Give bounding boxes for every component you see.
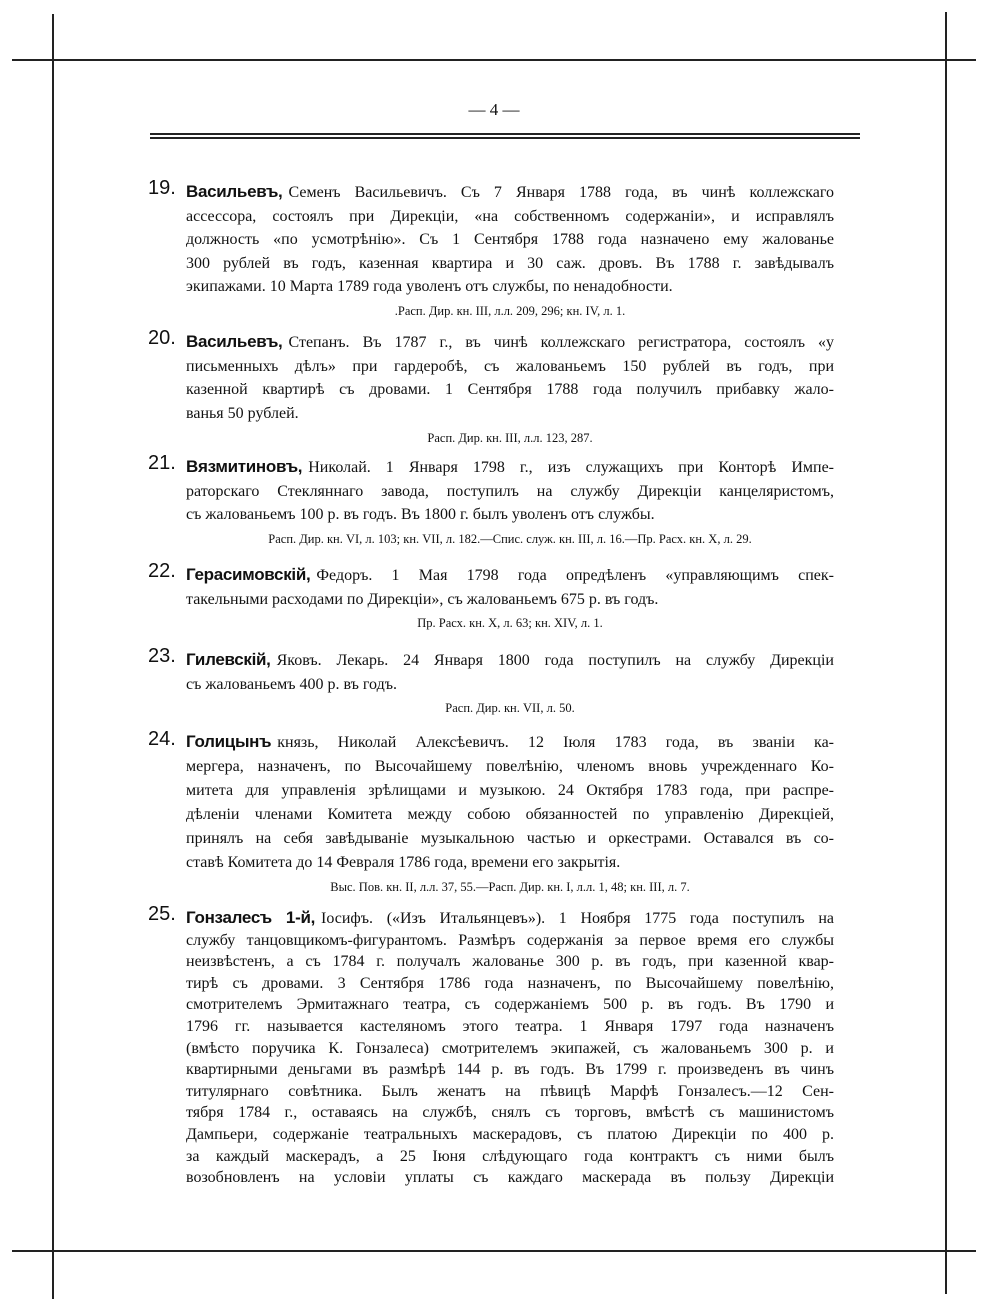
- entry-line: тирѣ съ дровами. 3 Сентября 1786 года назначенъ, по Высочайшему повелѣнію,: [186, 974, 834, 992]
- entry-citation: Расп. Дир. кн. VI, л. 103; кн. VII, л. 182.—Спис. служ. кн. III, л. 16.—Пр. Расх. кн. X, л. 29.: [268, 531, 752, 546]
- entry-line: службу танцовщикомъ-фигурантомъ. Размѣръ содержанія за первое время его службы: [186, 931, 834, 949]
- entry-line: раторскаго Стекляннаго завода, поступилъ на службу Дирекціи канцеляристомъ,: [186, 482, 834, 500]
- frame-right-rule: [945, 12, 947, 1294]
- entry-line: должность «по усмотрѣнію». Съ 1 Сентября 1788 года назначено ему жалованье: [186, 231, 834, 248]
- frame-left-rule: [52, 14, 54, 1299]
- entry-number: 20.: [148, 327, 176, 349]
- entry-number: 22.: [148, 560, 176, 582]
- entry-line: ставѣ Комитета до 14 Февраля 1786 года, времени его закрытія.: [186, 854, 621, 871]
- entry-line: (вмѣсто поручика К. Гонзалеса) смотрителемъ экипажей, съ жалованьемъ 300 р. и: [186, 1039, 834, 1057]
- entry-number: 19.: [148, 177, 176, 199]
- entry-22: [148, 560, 838, 631]
- entry-line: Дампьери, содержаніе театральныхъ маскерадовъ, съ платою Дирекціи по 400 р.: [186, 1125, 834, 1143]
- entry-number: 25.: [148, 903, 176, 925]
- entry-line: съ жалованьемъ 100 р. въ годъ. Въ 1800 г. былъ уволенъ отъ службы.: [186, 506, 655, 523]
- entry-line: письменныхъ дѣлъ» при гардеробѣ, съ жалованьемъ 150 рублей въ годъ, при: [186, 357, 834, 375]
- entry-line: возобновленъ на условіи уплаты съ каждаго маскерада въ пользу Дирекціи: [186, 1169, 834, 1187]
- entry-line: [148, 560, 834, 588]
- entry-line: мергера, назначенъ, по Высочайшему повелѣнію, членомъ вновь учрежденнаго Ко-: [186, 758, 834, 775]
- entry-name: Гонзалесъ 1-й,: [186, 908, 316, 927]
- entry-line: дѣленіи членами Комитета между собою обязанностей по управленію Дирекціей,: [186, 806, 834, 823]
- entry-name: Герасимовскій,: [186, 565, 311, 584]
- entry-line: [148, 452, 834, 480]
- header-double-rule-bottom: [150, 137, 860, 139]
- entry-name: Васильевъ,: [186, 182, 283, 201]
- entry-text: князь, Николай Алексѣевичъ. 12 Іюля 1783 года, въ званіи ка-: [277, 734, 834, 751]
- entry-number: 24.: [148, 728, 176, 750]
- entry-line: ассессора, состоялъ при Дирекціи, «на собственномъ содержаніи», и исправлялъ: [186, 207, 834, 225]
- entry-line: 300 рублей въ годъ, казенная квартира и 30 саж. дровъ. Въ 1788 г. завѣдывалъ: [186, 254, 834, 272]
- entry-citation: .Расп. Дир. кн. III, л.л. 209, 296; кн. IV, л. 1.: [394, 303, 626, 318]
- entry-citation: Расп. Дир. кн. VII, л. 50.: [445, 701, 575, 715]
- entry-name: Васильевъ,: [186, 332, 283, 351]
- entry-21: [148, 452, 838, 547]
- header-double-rule-top: [150, 133, 860, 135]
- entry-line: 1796 гг. называется кастеляномъ этого театра. 1 Января 1797 года назначенъ: [186, 1017, 834, 1035]
- entry-line: за каждый маскерадъ, а 25 Іюня слѣдующаго года контрактъ съ ними былъ: [186, 1147, 834, 1165]
- entry-line: [148, 728, 834, 755]
- entry-line: принялъ на себя завѣдываніе музыкальною частью и оркестрами. Оставался въ со-: [186, 830, 834, 847]
- entry-line: [148, 177, 834, 205]
- entry-text: Іосифъ. («Изъ Итальянцевъ»). 1 Ноября 1775 года поступилъ на: [321, 910, 834, 927]
- entry-line: митета для управленія зрѣлищами и музыкою. 24 Октября 1783 года, при распре-: [186, 782, 834, 799]
- entry-20: [148, 327, 838, 446]
- entry-text: Николай. 1 Января 1798 г., изъ служащихъ при Конторѣ Импе-: [308, 459, 834, 476]
- entry-number: 21.: [148, 452, 176, 474]
- entry-line: такельными расходами по Дирекціи», съ жалованьемъ 675 р. въ годъ.: [186, 590, 659, 608]
- entry-line: неизвѣстенъ, а съ 1784 г. получалъ жалованье 300 р. въ годъ, при казенной квар-: [186, 953, 834, 971]
- entry-text: Яковъ. Лекарь. 24 Января 1800 года поступилъ на службу Дирекціи: [276, 652, 834, 669]
- entry-name: Вязмитиновъ,: [186, 457, 303, 476]
- entry-line: смотрителемъ Эрмитажнаго театра, съ содержаніемъ 500 р. въ годъ. Въ 1790 и: [186, 996, 834, 1014]
- frame-top-rule: [12, 59, 976, 61]
- entry-line: квартирными деньгами въ размѣрѣ 144 р. въ годъ. Въ 1799 г. произведенъ въ чинъ: [186, 1061, 834, 1079]
- entry-19: [148, 177, 838, 319]
- entry-text: Семенъ Васильевичъ. Съ 7 Января 1788 года, въ чинѣ коллежскаго: [288, 184, 834, 201]
- entry-line: тября 1784 г., оставаясь на службѣ, снялъ съ торговъ, вмѣстѣ съ машинистомъ: [186, 1104, 834, 1122]
- entry-citation: Выс. Пов. кн. II, л.л. 37, 55.—Расп. Дир. кн. I, л.л. 1, 48; кн. III, л. 7.: [330, 880, 690, 894]
- entry-text: Степанъ. Въ 1787 г., въ чинѣ коллежскаго регистратора, состоялъ «у: [288, 334, 834, 351]
- entry-line: титулярнаго совѣтника. Былъ женатъ на пѣвицѣ Марфѣ Гонзалесъ.—12 Сен-: [186, 1082, 834, 1100]
- entry-line: [148, 327, 834, 355]
- entry-text: Федоръ. 1 Мая 1798 года опредѣленъ «управляющимъ спек-: [316, 567, 834, 584]
- entry-citation: Расп. Дир. кн. III, л.л. 123, 287.: [427, 430, 593, 445]
- entry-number: 23.: [148, 645, 176, 667]
- frame-bottom-rule: [12, 1250, 976, 1252]
- entry-line: экипажами. 10 Марта 1789 года уволенъ отъ службы, по ненадобности.: [186, 278, 673, 295]
- entry-line: [148, 645, 834, 673]
- entry-line: казенной квартирѣ съ дровами. 1 Сентября 1788 года получилъ прибавку жало-: [186, 381, 834, 399]
- entry-citation: Пр. Расх. кн. X, л. 63; кн. XIV, л. 1.: [417, 616, 603, 630]
- entry-23: [148, 645, 838, 716]
- entry-line: съ жалованьемъ 400 р. въ годъ.: [186, 675, 398, 693]
- entry-line: ванья 50 рублей.: [186, 405, 299, 423]
- entry-name: Голицынъ: [186, 732, 272, 751]
- entry-line: [148, 903, 834, 930]
- entry-25: [148, 903, 838, 1189]
- page-number: — 4 —: [468, 100, 520, 119]
- entry-24: [148, 730, 838, 895]
- entry-name: Гилевскій,: [186, 650, 271, 669]
